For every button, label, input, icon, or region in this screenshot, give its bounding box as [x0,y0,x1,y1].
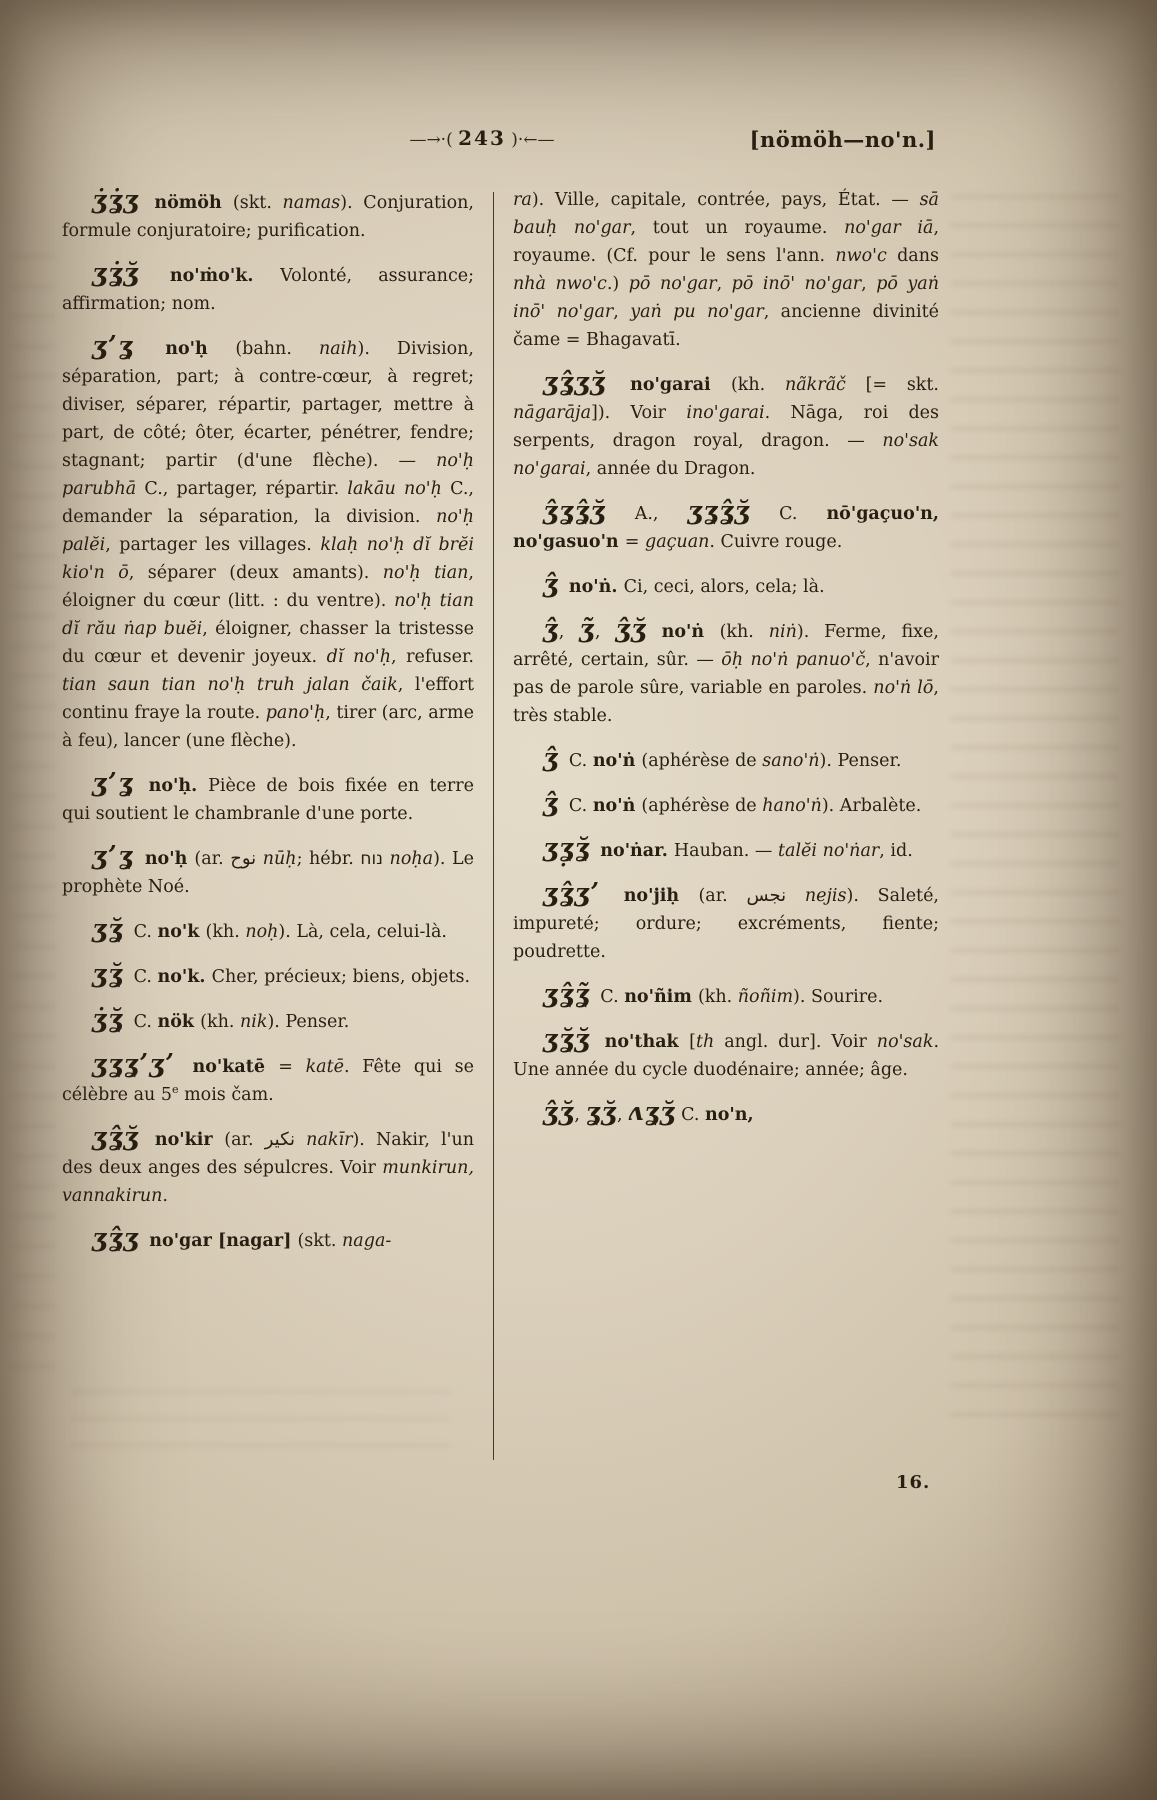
dictionary-entry [62,842,474,901]
foreign-term: pō no'gar [628,274,717,294]
dictionary-entry [62,915,474,946]
definition-text: Ci, ceci, alors, cela; là. [623,577,825,597]
dictionary-entry [513,789,939,820]
foreign-term: naih [318,339,358,359]
foreign-term: niṅ [768,622,797,642]
definition-text: (kh. [730,375,785,395]
dictionary-entry [62,1224,474,1255]
definition-text: , refuser. [390,647,474,667]
cham-script-glyph: ʒ̂ [543,614,559,643]
foreign-term: sā bauḥ no'gar [513,190,939,238]
cham-script-glyph: ʒʓ̂ʓ̃ [543,979,601,1008]
foreign-term: th [695,1032,715,1052]
headword: no'k. [157,967,212,987]
hebrew-script: נוח [360,849,383,869]
foreign-term: no'ḥ tian dĭ rău ṅap buĕi [62,591,474,639]
foreign-term: no'gar iā [844,218,934,238]
cham-script-glyph: ʒ̇ʓ̆ [92,1004,134,1033]
column-divider-rule [493,192,494,1460]
cham-script-glyph: ʒʓ̆ʒ̆ [543,1024,605,1053]
definition-text: ). Ferme, fixe, arrêté, certain, sûr. — [513,622,939,670]
definition-text: mois čam. [178,1085,274,1105]
definition-text: ). Le prophète Noé. [62,849,474,897]
dictionary-entry [62,1005,474,1036]
definition-text: C., partager, répartir. [144,479,348,499]
headword: no'ḥ. [148,776,209,796]
definition-text: , tirer (arc, arme à feu), lancer (une flèche). [62,703,474,751]
definition-text [383,849,390,869]
foreign-term: noḥa [389,849,434,869]
definition-text: C. [600,987,625,1007]
definition-text: dans [886,246,939,266]
dictionary-entry [513,615,939,730]
foreign-term: ōḥ no'ṅ panuo'č [721,650,866,670]
dictionary-entry [513,980,939,1011]
cham-script-glyph: ʒʓ̣ʓ̆ [543,833,601,862]
definition-text: (skt. [232,193,283,213]
foreign-term: nãkrãč [784,375,846,395]
definition-text: ). Ville, capitale, contrée, pays, État. — [531,190,920,210]
headword: no'garai [630,375,731,395]
definition-text: [= skt. [845,375,939,395]
definition-text: C. [133,1012,158,1032]
definition-text: ; hébr. [296,849,361,869]
dictionary-entry [513,879,939,966]
foreign-term: yaṅ pu no'gar [630,302,764,322]
definition-text: C. [133,922,158,942]
cham-script-glyph: ʒ̂ʒ̆ [615,614,647,643]
definition-text: ]). Voir [591,403,687,423]
foreign-term: katē [305,1057,344,1077]
definition-text: = [278,1057,306,1077]
right-column [513,186,939,1143]
dictionary-entry [513,1025,939,1084]
definition-text: ). Penser. [819,751,902,771]
definition-text: . Cuivre rouge. [709,532,843,552]
foreign-term: lakāu no'ḥ [347,479,451,499]
foreign-term: munkirun, vannakirun [62,1158,474,1206]
definition-text: (bahn. [235,339,319,359]
cham-script-glyph: ʒ̂ [543,743,569,772]
definition-text: ). Division, séparation, part; à contre-cœur, à regret; diviser, séparer, répartir, partager, mettre à part, de côté; ôter, écarter, pénétrer, fendre; stagnant; partir (d'une flèche). — [62,339,474,471]
cham-script-glyph: ʒʓ̆ [92,959,134,988]
dictionary-entry [513,1098,939,1129]
definition-text: (kh. [200,1012,240,1032]
cham-script-glyph: ʒʓ̂ʒʒ̆ [543,367,631,396]
dictionary-entry [62,332,474,755]
dictionary-entry [513,744,939,775]
foreign-term: namas [282,193,341,213]
definition-text: ). Conjuration, formule conjuratoire; purification. [62,193,474,241]
definition-text: (kh. [205,922,246,942]
definition-text: , [716,274,732,294]
cham-script-glyph: ʒ̃ [579,614,595,643]
foreign-term: pano'ḥ [265,703,326,723]
definition-text: , [574,1105,586,1125]
foreign-term: ra [513,190,532,210]
definition-text: A., [605,504,688,524]
ink-bleedthrough-left [12,255,56,1375]
page-number-ornament [409,126,554,150]
arabic-script: نكير [264,1129,296,1150]
foreign-term: pō inō' no'gar [731,274,862,294]
definition-text: , id. [879,841,913,861]
left-column [62,186,474,1269]
headword: no'ṁo'k. [169,266,281,286]
definition-text: , [616,1105,629,1125]
foreign-term: noḥ [245,922,279,942]
dictionary-entry [513,497,939,556]
running-head: [nömöh—no'n.] [749,127,936,152]
definition-text: (aphérèse de [641,751,763,771]
foreign-term: nāgarāja [513,403,591,423]
foreign-term: no'sak no'garai [513,431,939,479]
definition-text: . [162,1186,168,1206]
definition-text: , [613,302,631,322]
definition-text: C., demander la séparation, la division. [62,479,474,527]
foreign-term: nik [239,1012,268,1032]
headword: no'kir [154,1130,225,1150]
definition-text: (skt. [297,1231,343,1251]
dictionary-entry [513,570,939,601]
definition-text: [ [689,1032,696,1052]
foreign-term: gaçuan [645,532,710,552]
cham-script-glyph: ʒʓʓʼʒʼ [92,1049,193,1078]
page-header [62,126,936,168]
foreign-term: nejis [804,886,847,906]
foreign-term: no'ṅ lō [873,678,934,698]
definition-text: , l'effort continu fraye la route. [62,675,474,723]
page-number: 243 [458,126,506,150]
definition-text: (ar. [698,886,747,906]
definition-text: , éloigner, chasser la tristesse du cœur et devenir joyeux. [62,619,474,667]
foreign-term: nūḥ [262,849,297,869]
definition-text: (ar. [224,1130,265,1150]
foreign-term: talĕi no'ṅar [777,841,880,861]
definition-text: (ar. [194,849,231,869]
foreign-term: ino'garai [686,403,765,423]
cham-script-glyph: ʒ̂ʓʓ̂ʒ̆ [543,496,606,525]
definition-text: ). Là, cela, celui-là. [278,922,447,942]
cham-script-glyph: ʒ̂ʒ̆ [543,1097,575,1126]
definition-text: . Une année du cycle duodénaire; année; âge. [513,1032,940,1080]
definition-text: , partager les villages. [105,535,321,555]
dictionary-entry [62,1123,474,1210]
headword: no'gar [nagar] [149,1231,298,1251]
definition-text: .) [606,274,629,294]
definition-text [295,1130,306,1150]
definition-text [256,849,263,869]
foreign-term: dĭ no'ḥ [326,647,391,667]
headword: no'ṅ. [568,577,624,597]
definition-text: (kh. [719,622,769,642]
foreign-term: hano'ṅ [762,796,822,816]
dictionary-entry-continuation [513,186,939,354]
foreign-term: nhà nwo'c [513,274,607,294]
definition-text: , séparer (deux amants). [128,563,383,583]
definition-text: , [558,622,580,642]
definition-text: C. [568,796,593,816]
dictionary-entry [513,834,939,865]
cham-script-glyph: ʒʓʓ̂ʒ̆ [687,496,751,525]
ornament-left: —→·( [409,130,459,150]
cham-script-glyph: ʒʓ̆ [92,914,134,943]
definition-text: Hauban. — [673,841,778,861]
definition-text: ). Saleté, impureté; ordure; excréments, fiente; poudrette. [513,886,939,962]
foreign-term: sano'ṅ [762,751,820,771]
definition-text: . Fête qui se célèbre au 5 [62,1057,474,1105]
dictionary-entry [62,1050,474,1109]
arabic-script: نوح [230,848,257,869]
headword: no'katē [192,1057,279,1077]
definition-text: , [594,622,616,642]
definition-text: (kh. [697,987,738,1007]
headword: no'ḥ [165,339,236,359]
definition-text: ). Nakir, l'un des deux anges des sépulcres. Voir [62,1130,475,1178]
definition-text: , ancienne divinité čame = Bhagavatī. [513,302,939,350]
text-columns [62,186,939,1460]
definition-text: angl. dur]. Voir [714,1032,877,1052]
headword: no'ñim [624,987,698,1007]
foreign-term: tian saun tian no'ḥ truh jalan čaik [62,675,398,695]
foreign-term: pō yaṅ inō' no'gar [513,274,940,322]
cham-script-glyph: ʒʓ̂ʒ̆ [92,1122,155,1151]
cham-script-glyph: ʒʓ̇ʒ̆ [92,258,170,287]
headword: no'jiḥ [623,886,699,906]
superscript: e [172,1083,179,1097]
headword: no'k [157,922,206,942]
headword: nök [157,1012,201,1032]
ink-bleedthrough-right [951,195,1119,1440]
cham-script-glyph: ʒʓ̂ʒ [92,1223,150,1252]
headword: no'ṅ [592,751,642,771]
definition-text: ). Penser. [267,1012,350,1032]
definition-text: ). Sourire. [793,987,884,1007]
definition-text: Pièce de bois fixée en terre qui soutient le chambranle d'une porte. [62,776,474,824]
definition-text: C. [568,751,593,771]
definition-text: C. [750,504,827,524]
definition-text: . Nāga, roi des serpents, dragon royal, dragon. — [513,403,940,451]
definition-text: , [861,274,877,294]
foreign-term: no'sak [876,1032,934,1052]
foreign-term: nwo'c [835,246,887,266]
definition-text: , tout un royaume. [630,218,845,238]
definition-text: C. [133,967,158,987]
foreign-term: no'ḥ palĕi [62,507,474,555]
cham-script-glyph: ʒʼʓ [92,841,145,870]
dictionary-entry [513,368,939,483]
definition-text [647,622,662,642]
cham-script-glyph: ʒ̂ [543,569,569,598]
cham-script-glyph: ʌʓʒ̆ [628,1097,676,1126]
headword: no'n, [704,1105,754,1125]
definition-text: (aphérèse de [641,796,763,816]
foreign-term: no'ḥ tian [382,563,469,583]
cham-script-glyph: ʒʼʓ [92,331,166,360]
definition-text: Cher, précieux; biens, objets. [211,967,471,987]
definition-text: = [624,532,645,552]
definition-text [786,886,805,906]
definition-text: , éloigner du cœur (litt. : du ventre). [62,563,474,611]
cham-script-glyph: ʒ̂ [543,788,569,817]
cham-script-glyph: ʒʼʓ [92,768,149,797]
cham-script-glyph: ʓʒ̆ [585,1097,617,1126]
headword: no'ṅar. [600,841,674,861]
headword: nömöh [154,193,233,213]
headword: no'ṅ [661,622,720,642]
headword: no'ṅ [592,796,642,816]
cham-script-glyph: ʒ̇ʓ̇ʒ [92,185,155,214]
dictionary-entry [62,186,474,245]
foreign-term: ñoñim [737,987,794,1007]
headword: no'thak [604,1032,690,1052]
definition-text: , n'avoir pas de parole sûre, variable en paroles. [513,650,939,698]
definition-text: Volonté, assurance; affirmation; nom. [62,266,474,314]
foreign-term: no'ḥ parubhā [62,451,474,499]
definition-text: , royaume. (Cf. pour le sens l'ann. [513,218,940,266]
dictionary-entry [62,960,474,991]
signature-mark: 16. [896,1472,931,1493]
definition-text: ). Arbalète. [821,796,922,816]
definition-text: , très stable. [513,678,939,726]
foreign-term: nakīr [306,1130,353,1150]
headword: no'ḥ [144,849,195,869]
arabic-script: نجس [746,885,787,906]
foreign-term: klaḥ no'ḥ dĭ brĕi kio'n ō [62,535,474,583]
definition-text: C. [675,1105,705,1125]
dictionary-entry [62,259,474,318]
foreign-term: naga- [342,1231,392,1251]
dictionary-entry [62,769,474,828]
headword: nō'gaçuo'n, no'gasuo'n [513,504,939,552]
definition-text: , année du Dragon. [585,459,756,479]
cham-script-glyph: ʒʓ̂ʒʼ [543,878,624,907]
ornament-right: )·←— [505,130,555,150]
